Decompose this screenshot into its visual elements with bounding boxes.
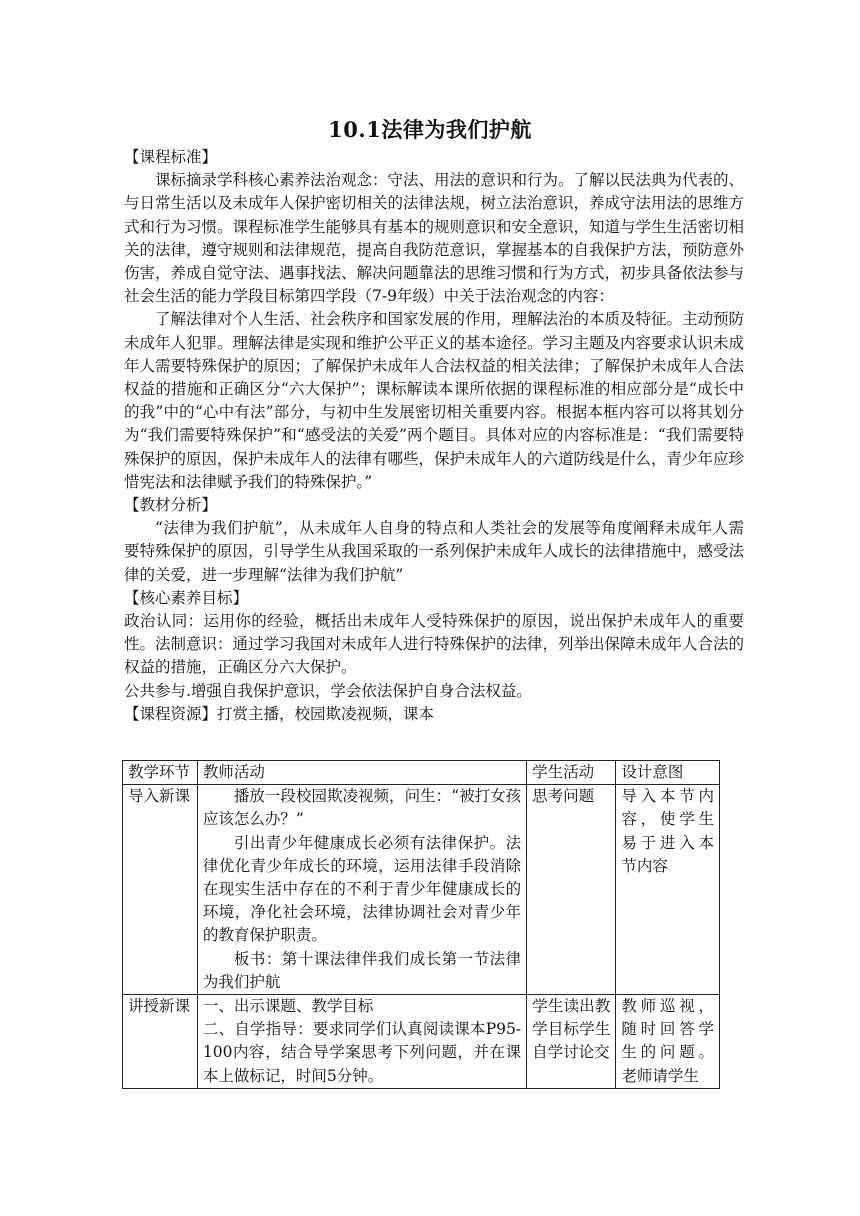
section-heading-resources: 【课程资源】 bbox=[124, 704, 218, 723]
cell-intent: 教师巡视，随时回答学生的问题。老师请学生 bbox=[616, 995, 720, 1089]
teacher-activity-line: 二、自学指导：要求同学们认真阅读课本P95-100内容，结合导学案思考下列问题，并在课本上做标记，时间5分钟。 bbox=[202, 1020, 522, 1085]
header-student: 学生活动 bbox=[527, 761, 616, 785]
resources-text: 打赏主播，校园欺凌视频，课本 bbox=[217, 704, 435, 723]
resources-line bbox=[124, 703, 744, 726]
section-heading-analysis: 【教材分析】 bbox=[124, 496, 218, 515]
standard-paragraph-2: 了解法律对个人生活、社会秩序和国家发展的作用，理解法治的本质及特征。主动预防未成年人犯罪。理解法律是实现和维护公平正义的基本途径。学习主题及内容要求认识未成年人需要特殊保护的原因；了解保护未成年人合法权益的相关法律；了解保护未成年人合法权益的措施和正确区分“六大保护”；课标解读本课所依据的课程标准的相应部分是“成长中的我”中的“心中有法”部分，与初中生发展密切相关重要内容。根据本框内容可以将其划分为“我们需要特殊保护”和“感受法的关爱”两个题目。具体对应的内容标准是：“我们需要特殊保护的原因，保护未成年人的法律有哪些，保护未成年人的六道防线是什么，青少年应珍惜宪法和法律赋予我们的特殊保护。” bbox=[124, 310, 745, 491]
cell-intent: 导入本节内容，使学生易于进入本节内容 bbox=[616, 785, 720, 995]
section-heading-goals: 【核心素养目标】 bbox=[124, 588, 249, 607]
lesson-table bbox=[122, 760, 720, 1089]
cell-stage: 导入新课 bbox=[123, 785, 198, 995]
goals-paragraph-2: 公共参与.增强自我保护意识，学会依法保护自身合法权益。 bbox=[124, 681, 532, 700]
teacher-activity-line: 板书：第十课法律伴我们成长第一节法律为我们护航 bbox=[202, 949, 522, 991]
cell-teacher bbox=[197, 785, 526, 995]
cell-stage: 讲授新课 bbox=[123, 995, 198, 1089]
table-header-row bbox=[123, 761, 720, 785]
header-stage: 教学环节 bbox=[123, 761, 198, 785]
teacher-activity-line: 播放一段校园欺凌视频，问生：“被打女孩应该怎么办？” bbox=[202, 787, 522, 829]
section-heading-standard: 【课程标准】 bbox=[124, 148, 218, 166]
header-intent: 设计意图 bbox=[616, 761, 720, 785]
cell-teacher bbox=[197, 995, 526, 1089]
document-body bbox=[124, 146, 744, 726]
page-title: 10.1法律为我们护航 bbox=[328, 117, 532, 142]
header-teacher: 教师活动 bbox=[197, 761, 526, 785]
cell-student: 学生读出教学目标学生自学讨论交 bbox=[527, 995, 616, 1089]
teacher-activity-line: 引出青少年健康成长必须有法律保护。法律优化青少年成长的环境，运用法律手段消除在现实生活中存在的不利于青少年健康成长的环境，净化社会环境，法律协调社会对青少年的教育保护职责。 bbox=[202, 833, 522, 945]
standard-paragraph-1: 课标摘录学科核心素养法治观念：守法、用法的意识和行为。了解以民法典为代表的、与日常生活以及未成年人保护密切相关的法律法规，树立法治意识，养成守法用法的思维方式和行为习惯。课程标准学生能够具有基本的规则意识和安全意识，知道与学生生活密切相关的法律，遵守规则和法律规范，提高自我防范意识，掌握基本的自我保护方法，预防意外伤害，养成自觉守法、遇事找法、解决问题靠法的思维习惯和行为方式，初步具备依法参与社会生活的能力学段目标第四学段（7-9年级）中关于法治观念的内容： bbox=[124, 171, 745, 306]
table-row bbox=[123, 785, 720, 995]
teacher-activity-line: 一、出示课题、教学目标 bbox=[202, 997, 374, 1016]
analysis-paragraph: “法律为我们护航”，从未成年人自身的特点和人类社会的发展等角度阐释未成年人需要特殊保护的原因，引导学生从我国采取的一系列保护未成年人成长的法律措施中，感受法律的关爱，进一步理解“法律为我们护航” bbox=[124, 519, 745, 584]
cell-student: 思考问题 bbox=[527, 785, 616, 995]
table-row bbox=[123, 995, 720, 1089]
goals-paragraph-1: 政治认同：运用你的经验，概括出未成年人受特殊保护的原因，说出保护未成年人的重要性。法制意识：通过学习我国对未成年人进行特殊保护的法律，列举出保障未成年人合法的权益的措施，正确区分六大保护。 bbox=[124, 612, 745, 677]
